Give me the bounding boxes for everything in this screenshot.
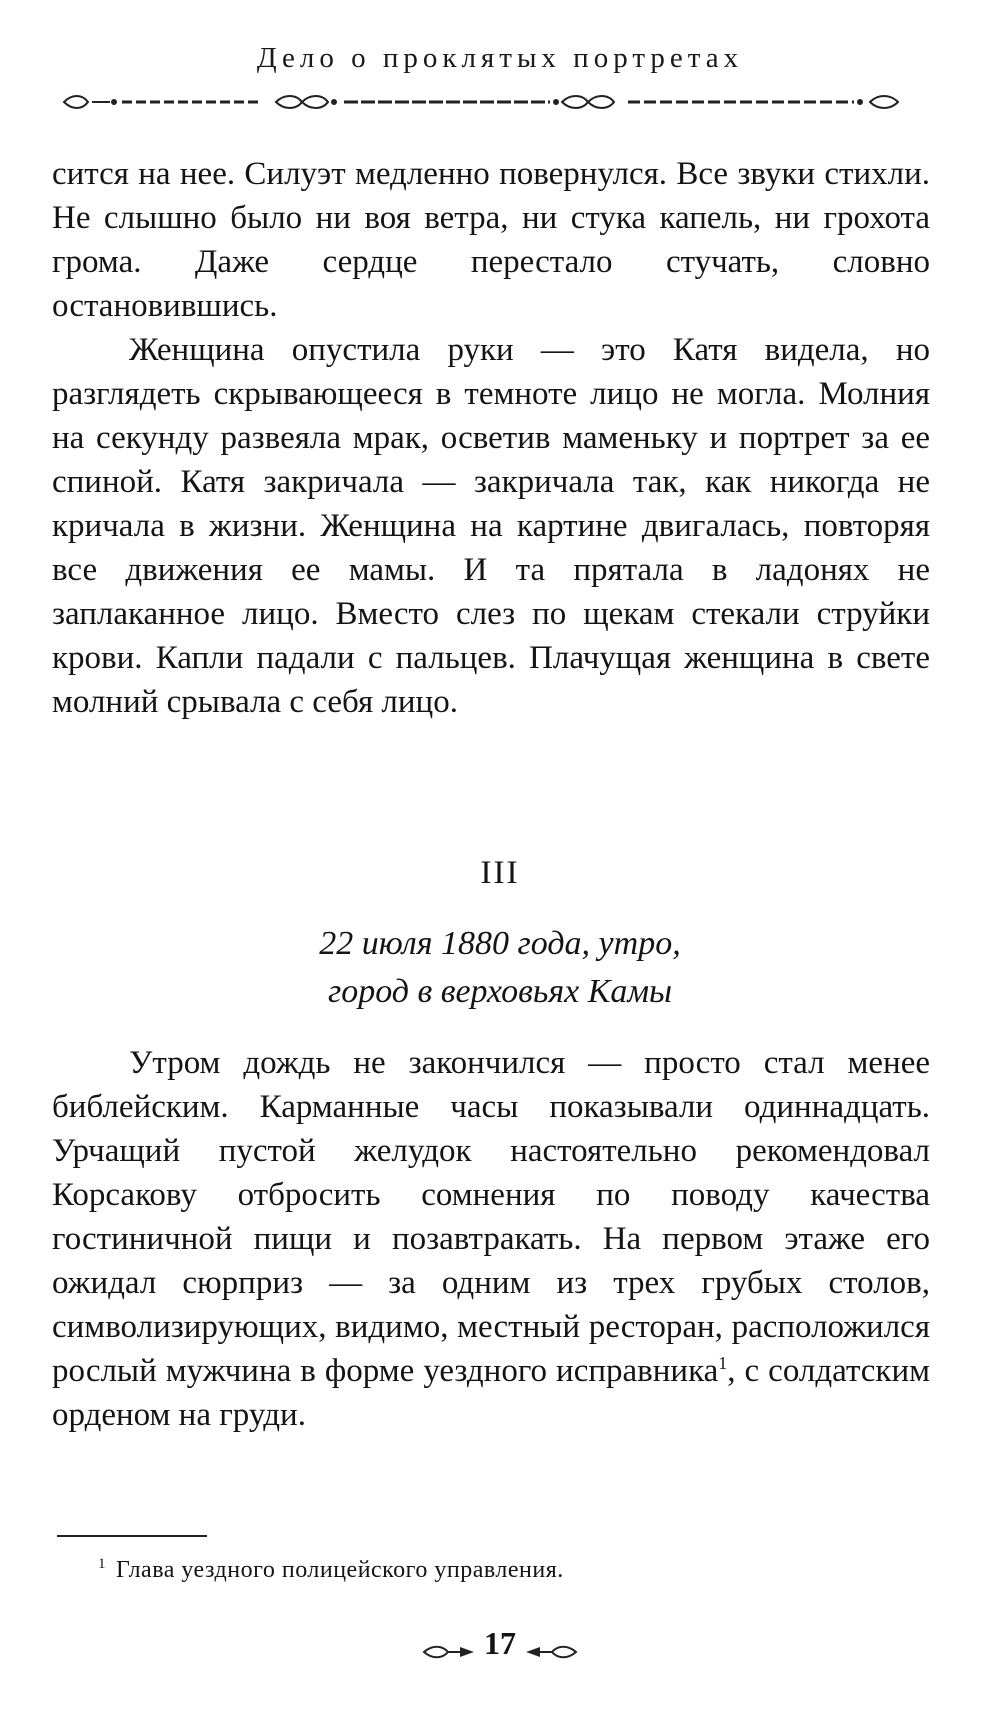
page-number: 17 [484, 1625, 516, 1661]
dateline-line-1: 22 июля 1880 года, утро, [319, 925, 681, 962]
chapter-dateline [0, 920, 1000, 1016]
folio-ornament-right [520, 1642, 580, 1662]
running-head: Дело о проклятых портретах [256, 42, 744, 74]
header-ornament-rule [62, 88, 902, 116]
folio-ornament-left [420, 1642, 480, 1662]
paragraph-text-continued: , с солдатским орденом на груди. [52, 1353, 930, 1433]
text-block-after-chapter [52, 1041, 930, 1437]
chapter-number: III [480, 855, 520, 891]
paragraph-text: Утром дождь не закончился — просто стал менее библейским. Карманные часы показывали одиннадцать. Урчащий пустой желудок настоятельно рекомендовал Корсакову отбросить сомнения по поводу качества гостиничной пищи и позавтракать. На первом этаже его ожидал сюрприз — за одним из трех грубых столов, символизирующих, видимо, местный ресторан, расположился рослый мужчина в форме уездного исправника [52, 1045, 930, 1389]
page-number-footer [0, 1627, 1000, 1667]
dateline-line-2: город в верховьях Камы [327, 973, 673, 1010]
text-block-before-chapter [52, 152, 930, 724]
paragraph [52, 1041, 930, 1437]
paragraph: сится на нее. Силуэт медленно повернулся. Все звуки стихли. Не слышно было ни воя ветра, ни стука капель, ни грохота грома. Даже сердце перестало стучать, словно остановившись. [52, 156, 930, 324]
paragraph: Женщина опустила руки — это Катя видела, но разглядеть скрывающееся в темноте лицо не могла. Молния на секунду развеяла мрак, осветив маменьку и портрет за ее спиной. Катя закричала — закричала так, как никогда не кричала в жизни. Женщина на картине двигалась, повторяя все движения ее мамы. И та прятала в ладонях не заплаканное лицо. Вместо слез по щекам стекали струйки крови. Капли падали с пальцев. Плачущая женщина в свете молний срывала с себя лицо. [52, 332, 930, 720]
footnote-reference: 1 [718, 1353, 728, 1373]
footnote-divider [57, 1535, 207, 1537]
footnote-marker: 1 [98, 1556, 106, 1572]
footnote [98, 1557, 564, 1584]
footnote-text: Глава уездного полицейского управления. [116, 1557, 564, 1583]
